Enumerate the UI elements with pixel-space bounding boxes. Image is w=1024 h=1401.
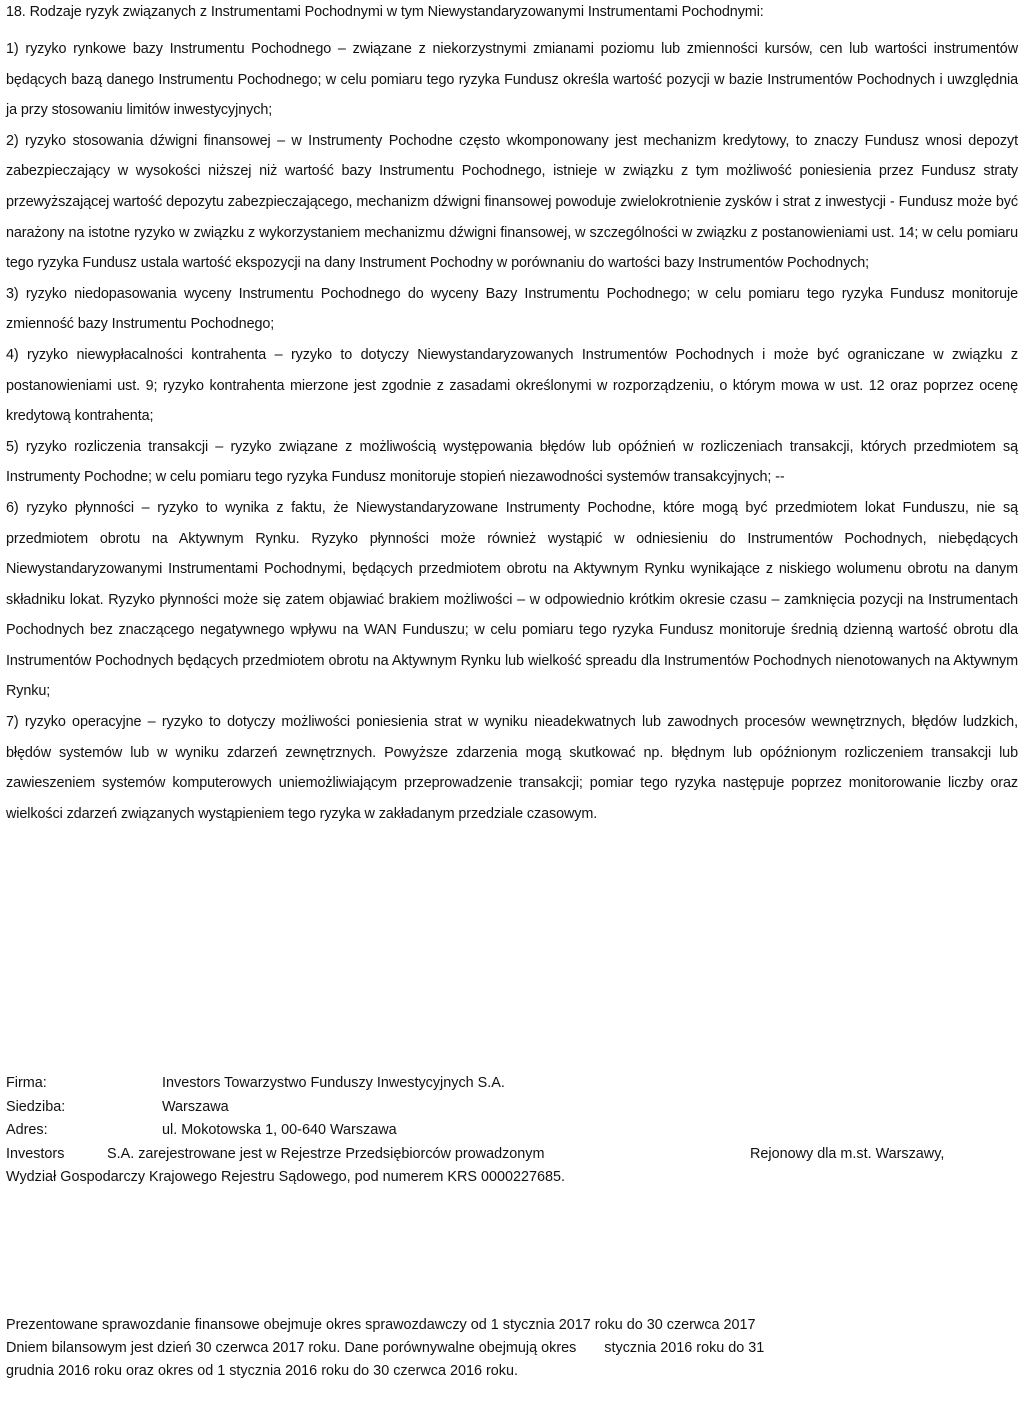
firma-value: Investors Towarzystwo Funduszy Inwestycyjnych S.A. bbox=[162, 1075, 505, 1091]
risk-item-1: 1) ryzyko rynkowe bazy Instrumentu Pochodnego – związane z niekorzystnymi zmianami poziomu lub zmienności kursów, cen lub wartości instrumentów będących bazą danego Instrumentu Pochodnego; w celu pomiaru tego ryzyka Fundusz określa wartość pozycji w bazie Instrumentów Pochodnych i uwzględnia ja przy stosowaniu limitów inwestycyjnych; bbox=[6, 41, 1018, 119]
registration-line bbox=[6, 1143, 1018, 1167]
risk-item-6: 6) ryzyko płynności – ryzyko to wynika z faktu, że Niewystandaryzowane Instrumenty Pochodne, które mogą być przedmiotem lokat Funduszu, nie są przedmiotem obrotu na Aktywnym Rynku. Ryzyko płynności może również wystąpić w odniesieniu do Instrumentów Pochodnych, niebędących Niewystandaryzowanymi Instrumentami Pochodnymi, będących przedmiotem obrotu na Aktywnym Rynku wynikające z niskiego wolumenu obrotu na danym składniku lokat. Ryzyko płynności może się zatem objawiać brakiem możliwości – w odpowiednio krótkim okresie czasu – zamknięcia pozycji na Instrumentach Pochodnych bez znaczącego negatywnego wpływu na WAN Funduszu; w celu pomiaru tego ryzyka Fundusz monitoruje średnią dzienną wartość obrotu dla Instrumentów Pochodnych będących przedmiotem obrotu na Aktywnym Rynku lub wielkość spreadu dla Instrumentów Pochodnych nienotowanych na Aktywnym Rynku; bbox=[6, 499, 1018, 700]
reporting-period-note bbox=[6, 1314, 1018, 1383]
risk-item-7: 7) ryzyko operacyjne – ryzyko to dotyczy możliwości poniesienia strat w wyniku nieadekwatnych lub zawodnych procesów wewnętrznych, błędów ludzkich, błędów systemów lub w wyniku zdarzeń zewnętrznych. Powyższe zdarzenia mogą skutkować np. błędnym lub opóźnionym rozliczeniem transakcji lub zawieszeniem systemów komputerowych uniemożliwiającym przeprowadzenie transakcji; pomiar tego ryzyka następuje poprzez monitorowanie liczby oraz wielkości zdarzeń związanych wystąpieniem tego ryzyka w zakładanym przedziale czasowym. bbox=[6, 714, 1018, 822]
registration-part-2: S.A. zarejestrowane jest w Rejestrze Przedsiębiorców prowadzonym bbox=[107, 1145, 545, 1162]
company-address-row bbox=[6, 1119, 1018, 1143]
adres-label: Adres: bbox=[6, 1122, 48, 1138]
risk-item-5: 5) ryzyko rozliczenia transakcji – ryzyko związane z możliwością występowania błędów lub opóźnień w rozliczeniach transakcji, których przedmiotem są Instrumenty Pochodne; w celu pomiaru tego ryzyka Fundusz monitoruje stopień niezawodności systemów transakcyjnych; -- bbox=[6, 438, 1018, 486]
company-seat-row bbox=[6, 1096, 1018, 1120]
registration-line-2 bbox=[6, 1166, 1018, 1190]
adres-value: ul. Mokotowska 1, 00-640 Warszawa bbox=[162, 1122, 397, 1138]
registration-part-1: Investors bbox=[6, 1145, 65, 1162]
footer-line-2: Dniem bilansowym jest dzień 30 czerwca 2017 roku. Dane porównywalne obejmują okres stycznia 2016 roku do 31 bbox=[6, 1340, 765, 1356]
risk-list bbox=[6, 34, 1018, 829]
section-heading: 18. Rodzaje ryzyk związanych z Instrumentami Pochodnymi w tym Niewystandaryzowanymi Instrumentami Pochodnymi: bbox=[6, 4, 764, 20]
risk-item-4: 4) ryzyko niewypłacalności kontrahenta – ryzyko to dotyczy Niewystandaryzowanych Instrumentów Pochodnych i może być ograniczane w związku z postanowieniami ust. 9; ryzyko kontrahenta mierzone jest zgodnie z zasadami określonymi w rozporządzeniu, o którym mowa w ust. 12 oraz poprzez ocenę kredytową kontrahenta; bbox=[6, 346, 1018, 425]
company-info bbox=[6, 1072, 1018, 1190]
footer-line-1: Prezentowane sprawozdanie finansowe obejmuje okres sprawozdawczy od 1 stycznia 2017 roku do 30 czerwca 2017 bbox=[6, 1317, 756, 1333]
company-name-row bbox=[6, 1072, 1018, 1096]
risk-item-3: 3) ryzyko niedopasowania wyceny Instrumentu Pochodnego do wyceny Bazy Instrumentu Pochodnego; w celu pomiaru tego ryzyka Fundusz monitoruje zmienność bazy Instrumentu Pochodnego; bbox=[6, 285, 1018, 333]
firma-label: Firma: bbox=[6, 1075, 47, 1091]
siedziba-label: Siedziba: bbox=[6, 1098, 66, 1115]
registration-part-3: Rejonowy dla m.st. Warszawy, bbox=[750, 1145, 945, 1162]
siedziba-value: Warszawa bbox=[162, 1098, 229, 1115]
risk-item-2: 2) ryzyko stosowania dźwigni finansowej – w Instrumenty Pochodne często wkomponowany jest mechanizm kredytowy, to znaczy Fundusz wnosi depozyt zabezpieczający w wysokości niższej niż wartość bazy Instrumentu Pochodnego, istnieje w związku z tym możliwość poniesienia przez Fundusz straty przewyższającej wartość depozytu zabezpieczającego, mechanizm dźwigni finansowej powoduje zwielokrotnienie zysków i strat z inwestycji - Fundusz może być narażony na istotne ryzyko w związku z wykorzystaniem mechanizmu dźwigni finansowej, w szczególności w związku z postanowieniami ust. 14; w celu pomiaru tego ryzyka Fundusz ustala wartość ekspozycji na dany Instrument Pochodny w porównaniu do wartości bazy Instrumentów Pochodnych; bbox=[6, 132, 1018, 272]
registration-court-text: Wydział Gospodarczy Krajowego Rejestru Sądowego, pod numerem KRS 0000227685. bbox=[6, 1169, 566, 1185]
footer-line-3: grudnia 2016 roku oraz okres od 1 stycznia 2016 roku do 30 czerwca 2016 roku. bbox=[6, 1363, 518, 1379]
